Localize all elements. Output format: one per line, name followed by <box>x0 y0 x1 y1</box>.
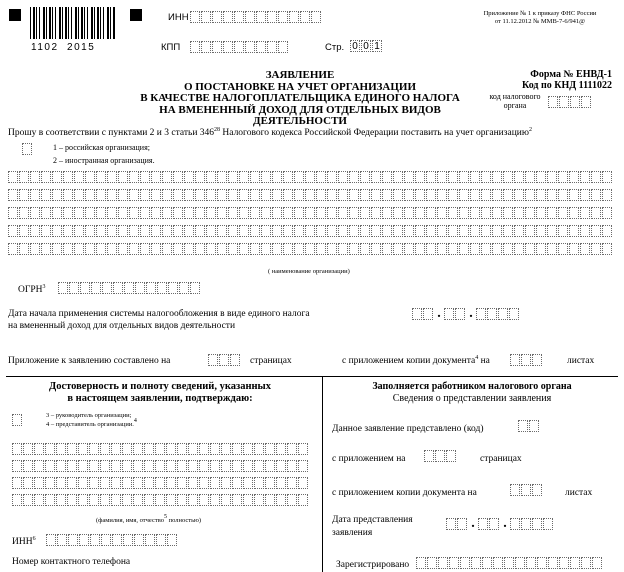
title-line: О ПОСТАНОВКЕ НА УЧЕТ ОРГАНИЗАЦИИ <box>183 80 417 93</box>
option-foreign: 2 – иностранная организация. <box>53 156 155 165</box>
org-name-row[interactable] <box>8 243 613 255</box>
ogrn-label <box>18 285 46 295</box>
page-label: Стр. <box>325 42 345 53</box>
fio-row[interactable] <box>12 494 309 506</box>
fio-row[interactable] <box>12 477 309 489</box>
attachment-label: Приложение к заявлению составлено на <box>8 356 171 366</box>
org-type-cell[interactable] <box>22 143 33 155</box>
left-block-title <box>10 381 310 404</box>
left-title-1: Достоверность и полноту сведений, указанных <box>48 381 272 392</box>
ogrn-label-text: ОГРН <box>18 285 43 295</box>
title-line: ЗАЯВЛЕНИЕ <box>265 69 335 81</box>
start-date-cells[interactable]: . . <box>412 308 520 320</box>
org-name-row[interactable] <box>8 189 613 201</box>
registered-cells[interactable] <box>416 557 603 569</box>
right-sheets-label: листах <box>565 488 593 498</box>
kpp-label: КПП <box>161 42 181 53</box>
kpp-cells[interactable] <box>190 41 289 53</box>
barcode-number: 1102 2015 <box>31 42 96 53</box>
right-pages-label: страницах <box>480 454 522 464</box>
submission-date-label-2: заявления <box>332 528 373 538</box>
right-attachment-cells[interactable] <box>424 450 457 462</box>
role-head: 3 – руководитель организации; <box>46 412 132 419</box>
page-digit: 0 <box>350 40 360 52</box>
section-divider <box>6 376 618 377</box>
request-footnote-sup: 2 <box>528 127 532 133</box>
right-block-title <box>326 381 618 405</box>
appendix-note <box>470 10 610 26</box>
signer-role-cell[interactable] <box>12 414 23 426</box>
copies-sheets-cells[interactable] <box>510 354 543 366</box>
fio-row[interactable] <box>12 443 309 455</box>
fio-caption-end: полностью) <box>168 517 202 524</box>
org-name-caption: ( наименование организации) <box>268 268 350 275</box>
org-name-row[interactable] <box>8 207 613 219</box>
fio-caption-text: (фамилия, имя, отчество <box>96 517 164 524</box>
submission-date-cells[interactable]: . . <box>446 518 554 530</box>
inn-cells[interactable] <box>190 11 322 23</box>
attachment-pages-cells[interactable] <box>208 354 241 366</box>
phone-label: Номер контактного телефона <box>12 557 131 567</box>
role-sup: 4 <box>133 418 137 424</box>
copies-sup: 4 <box>475 355 479 361</box>
right-copies-label: с приложением копии документа на <box>332 488 477 498</box>
appendix-note-line2: от 11.12.2012 № ММВ-7-6/941@ <box>494 18 586 25</box>
article-sup: 28 <box>214 127 221 133</box>
submitted-code-label: Данное заявление представлено (код) <box>332 424 484 434</box>
page-digit: 1 <box>372 40 382 52</box>
tax-authority-label <box>480 92 550 110</box>
fio-caption <box>96 514 202 524</box>
request-text-end: Налогового кодекса Российской Федерации поставить на учет организацию <box>222 128 529 138</box>
start-date-label <box>8 308 310 332</box>
copies-sheets-label: листах <box>567 356 595 366</box>
role-representative: 4 – представитель организации. <box>46 421 134 428</box>
right-copies-cells[interactable] <box>510 484 543 496</box>
signer-role-options <box>46 411 137 430</box>
form-number: Форма № ЕНВД-1 <box>530 69 612 80</box>
tax-authority-code-cells[interactable] <box>548 96 592 108</box>
signer-inn-label <box>12 537 36 547</box>
left-title-2: в настоящем заявлении, подтверждаю: <box>67 392 253 404</box>
option-russian: 1 – российская организация; <box>53 143 150 152</box>
right-attachment-label: с приложением на <box>332 454 406 464</box>
title-line: НА ВМЕНЕННЫЙ ДОХОД ДЛЯ ОТДЕЛЬНЫХ ВИДОВ ДЕЯТЕЛЬНОСТИ <box>159 103 441 127</box>
right-title-1: Заполняется работником налогового органа <box>372 381 572 392</box>
appendix-note-line1: Приложение № 1 к приказу ФНС России <box>483 10 597 17</box>
inn-label: ИНН <box>168 12 189 23</box>
copies-on: на <box>480 356 490 366</box>
knd-code: Код по КНД 1111022 <box>521 80 612 91</box>
corner-marker-left <box>9 9 21 21</box>
signer-inn-text: ИНН <box>12 537 33 547</box>
fio-sup: 5 <box>163 514 167 520</box>
request-text <box>8 128 532 138</box>
org-name-row[interactable] <box>8 171 613 183</box>
submission-date-label <box>332 514 413 540</box>
tax-authority-label-1: код налогового <box>489 92 541 101</box>
copies-label <box>342 356 490 366</box>
request-text-start: Прошу в соответствии с пунктами 2 и 3 статьи 346 <box>8 128 215 138</box>
column-divider <box>322 376 323 572</box>
start-date-label-2: на вмененный доход для отдельных видов деятельности <box>8 321 236 331</box>
right-title-2: Сведения о представлении заявления <box>392 393 552 404</box>
org-name-row[interactable] <box>8 225 613 237</box>
registered-label: Зарегистрировано <box>336 560 410 570</box>
form-title <box>120 70 480 128</box>
submission-date-label-1: Дата представления <box>332 515 413 525</box>
barcode <box>30 7 116 39</box>
ogrn-sup: 3 <box>42 284 46 290</box>
signer-inn-sup: 6 <box>32 536 36 542</box>
tax-authority-label-2: органа <box>503 101 527 110</box>
fio-row[interactable] <box>12 460 309 472</box>
submitted-code-cells[interactable] <box>518 420 540 432</box>
attachment-pages-label: страницах <box>250 356 292 366</box>
copies-label-text: с приложением копии документа <box>342 356 476 366</box>
start-date-label-1: Дата начала применения системы налогообложения в виде единого налога <box>8 309 310 319</box>
signer-inn-cells[interactable] <box>46 534 178 546</box>
corner-marker-right <box>130 9 142 21</box>
page-digit: 0 <box>361 40 371 52</box>
page-number-cells <box>350 40 383 52</box>
ogrn-cells[interactable] <box>58 282 201 294</box>
title-line: В КАЧЕСТВЕ НАЛОГОПЛАТЕЛЬЩИКА ЕДИНОГО НАЛОГА <box>140 92 460 104</box>
